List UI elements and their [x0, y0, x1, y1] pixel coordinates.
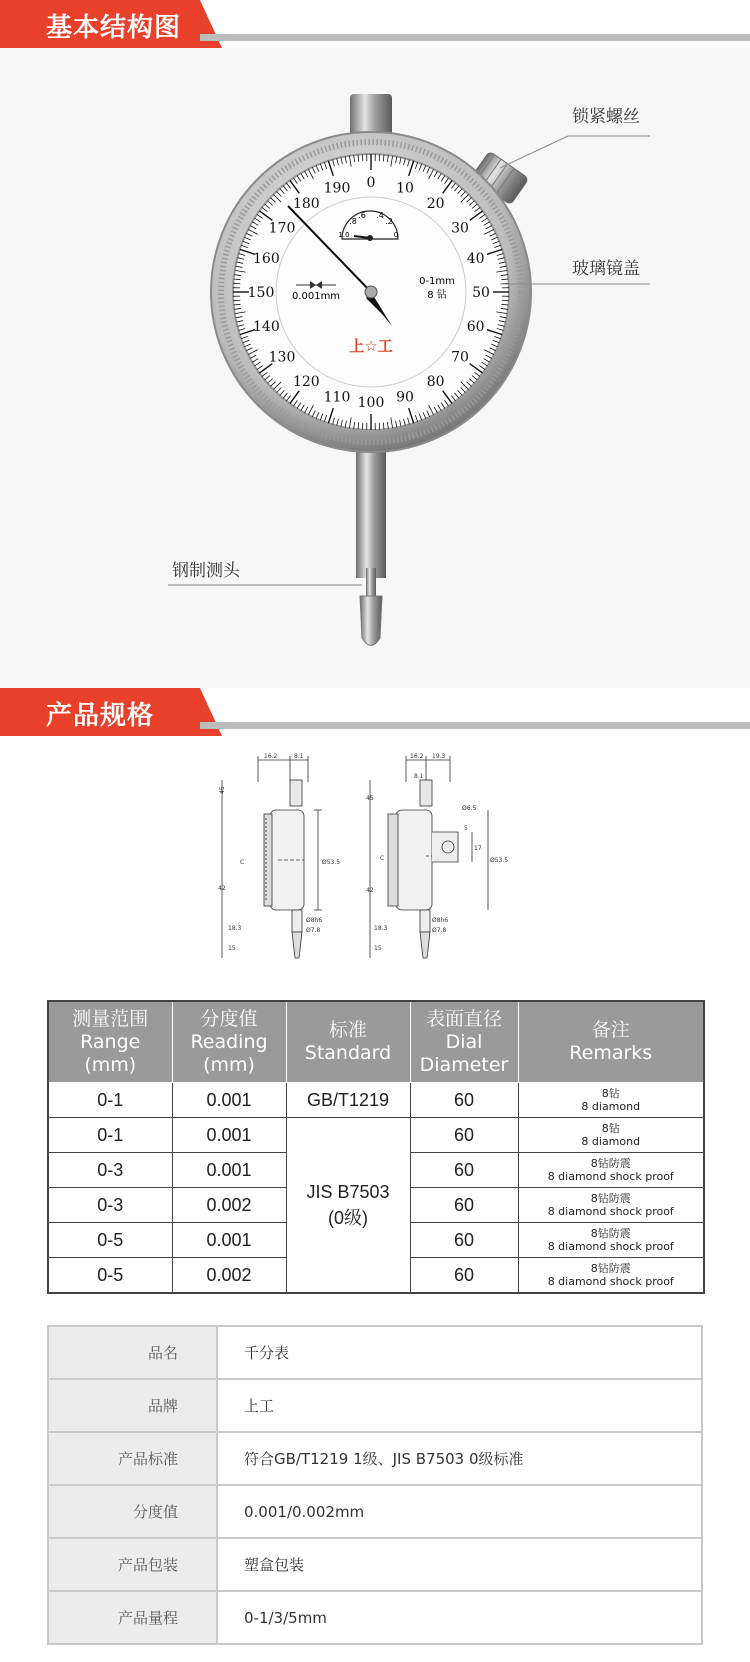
- standard-gb: GB/T1219: [286, 1083, 410, 1118]
- callout-lock-screw: 锁紧螺丝: [572, 107, 640, 127]
- dial-number: 30: [451, 220, 469, 237]
- callout-steel-tip: 钢制测头: [172, 561, 240, 581]
- section-title: 基本结构图: [46, 13, 182, 43]
- dial-number: 120: [292, 373, 320, 390]
- spec-header-row: [48, 1001, 704, 1083]
- dial-number: 110: [323, 389, 351, 406]
- brand-logo: 上☆工: [349, 337, 393, 355]
- svg-text:C: C: [240, 859, 245, 866]
- table-row: 0-1 0.001 JIS B7503 (0级) 60 8钻 8 diamond: [48, 1118, 704, 1153]
- svg-text:16.2: 16.2: [264, 753, 278, 760]
- svg-text:17: 17: [474, 845, 482, 852]
- product-photo: [0, 48, 750, 688]
- dial-number: 80: [426, 373, 445, 390]
- dial-number: 150: [247, 285, 275, 301]
- dial-number: 50: [472, 285, 490, 301]
- steel-tip: [360, 596, 382, 646]
- svg-text:19.3: 19.3: [432, 753, 446, 760]
- dial-number: 20: [426, 196, 445, 213]
- dial-number: 190: [323, 180, 351, 197]
- spec-table: [47, 1000, 705, 1294]
- product-info-table: [47, 1325, 703, 1645]
- dial-number: 60: [466, 318, 485, 335]
- svg-text:45: 45: [366, 795, 374, 802]
- dial-number: 90: [396, 389, 414, 406]
- svg-text:Ø7.8: Ø7.8: [306, 927, 321, 934]
- callout-glass-cover: 玻璃镜盖: [572, 259, 640, 279]
- section-header-specs: [0, 688, 750, 736]
- header-remarks: 备注 Remarks: [518, 1001, 704, 1083]
- svg-text:.4: .4: [376, 211, 384, 220]
- svg-text:18.3: 18.3: [374, 925, 388, 932]
- table-row: 0-1 0.001 GB/T1219 60 8钻 8 diamond: [48, 1083, 704, 1118]
- dial-number: 180: [292, 196, 320, 213]
- header-diameter: 表面直径 Dial Diameter: [410, 1001, 518, 1083]
- table-row: 0-5 0.002 60 8钻防震 8 diamond shock proof: [48, 1258, 704, 1294]
- info-row-standard: 产品标准 符合GB/T1219 1级、JIS B7503 0级标准: [48, 1432, 702, 1485]
- dial-jewel-label: 8 钻: [427, 290, 447, 301]
- svg-text:18.3: 18.3: [228, 925, 242, 932]
- header-range: 测量范围 Range (mm): [48, 1001, 172, 1083]
- dial-number: 0: [366, 175, 376, 191]
- dial-indicator-illustration: [0, 48, 750, 688]
- svg-text:15: 15: [228, 945, 236, 952]
- dial-number: 100: [357, 395, 385, 411]
- svg-text:Ø53.5: Ø53.5: [490, 857, 509, 864]
- dial-number: 10: [396, 180, 414, 197]
- dial-number: 160: [253, 251, 280, 268]
- header-reading: 分度值 Reading (mm): [172, 1001, 286, 1083]
- info-row-range: 产品量程 0-1/3/5mm: [48, 1591, 702, 1644]
- dial-number: 40: [466, 251, 485, 268]
- dial-number: 130: [268, 349, 296, 366]
- standard-jis: JIS B7503 (0级): [286, 1118, 410, 1294]
- info-row-packaging: 产品包装 塑盒包装: [48, 1538, 702, 1591]
- svg-text:5: 5: [464, 825, 468, 832]
- svg-text:Ø6.5: Ø6.5: [462, 805, 477, 812]
- svg-text:42: 42: [366, 887, 374, 894]
- svg-text:Ø8h6: Ø8h6: [306, 917, 323, 924]
- svg-text:0: 0: [393, 231, 399, 239]
- svg-text:45: 45: [219, 786, 226, 794]
- svg-text:Ø53.5: Ø53.5: [322, 859, 341, 866]
- technical-drawing-side: [366, 752, 536, 972]
- section-title: 产品规格: [46, 701, 155, 731]
- svg-text:.6: .6: [358, 211, 366, 220]
- table-row: 0-5 0.001 60 8钻防震 8 diamond shock proof: [48, 1223, 704, 1258]
- dial-resolution-label: 0.001mm: [291, 291, 341, 302]
- dial-range-label: 0-1mm: [419, 276, 455, 287]
- svg-text:8.1: 8.1: [294, 753, 304, 760]
- table-row: 0-3 0.001 60 8钻防震 8 diamond shock proof: [48, 1153, 704, 1188]
- svg-text:Ø7.8: Ø7.8: [432, 927, 447, 934]
- dial-number: 140: [253, 318, 280, 335]
- table-row: 0-3 0.002 60 8钻防震 8 diamond shock proof: [48, 1188, 704, 1223]
- svg-text:.8: .8: [349, 217, 357, 226]
- svg-text:42: 42: [218, 885, 226, 892]
- header-standard: 标准 Standard: [286, 1001, 410, 1083]
- section-header-structure: [0, 0, 750, 48]
- svg-text:8.1: 8.1: [414, 773, 424, 780]
- svg-text:Ø8h6: Ø8h6: [432, 917, 449, 924]
- svg-text:1.0: 1.0: [338, 231, 350, 239]
- svg-text:.2: .2: [385, 217, 393, 226]
- dial-number: 170: [268, 220, 296, 237]
- dial-number: 70: [451, 349, 469, 366]
- info-row-name: 品名 千分表: [48, 1326, 702, 1379]
- info-row-reading: 分度值 0.001/0.002mm: [48, 1485, 702, 1538]
- info-row-brand: 品牌 上工: [48, 1379, 702, 1432]
- technical-drawing-front: [218, 752, 368, 972]
- svg-text:16.2: 16.2: [410, 753, 424, 760]
- svg-text:15: 15: [374, 945, 382, 952]
- svg-text:C: C: [380, 855, 385, 862]
